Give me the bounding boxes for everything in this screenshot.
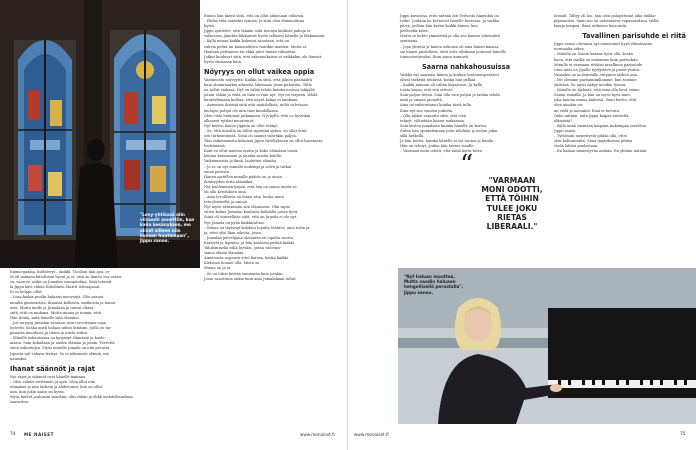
text-line: Minulle ei varmaan riittäisi tavallinen parisuhde. — [554, 62, 644, 67]
text-line: – Jumalan palvelijana oleminen on lopulta suurta. — [204, 235, 295, 240]
text-line: Aina on vaikeuttanut kuinka tästä tulla. — [400, 103, 473, 108]
text-line: laanja lempeä. Ilaan erilaisen hain mitä. — [554, 24, 628, 29]
text-line: heittämistä. — [204, 144, 226, 149]
text-line: Emma-gaalan, kultalevyt – kaikki. Tuolloin hän ajoi, et- — [10, 270, 111, 274]
text-line: pipoonoboi. Sami tuo on oolevaiseva vapauneidsen, siellä — [554, 19, 659, 24]
text-line: hemalt. Tältyy oli loo, hän olen palajattunut aika tuikku- — [554, 14, 657, 18]
text-line: tein yhteisellä ja sanoja. — [204, 200, 249, 205]
text-line: Mutta se kehto ymmärtää ja olla sen kanssa tekemättä — [400, 34, 500, 39]
text-line: – Minulla on Samin kanssa hyvä olla, koska — [554, 52, 633, 57]
text-line: sai hänen puolelleen, ettei edes olisikaan joutunut hänelle — [400, 49, 507, 54]
text-line: Hän tietää, mitä hänelle siitä eliminoi. — [10, 315, 80, 320]
text-line: jotain vähän ja vielä on liian ei vain nyt. Nyt on tarpeen, lähdä — [204, 93, 318, 98]
stained-glass-window-left — [14, 40, 76, 240]
text-line: syntisenä. — [400, 39, 419, 44]
text-line: – En haluaa menestyvää mitään. En yhtään mitään. — [554, 149, 648, 154]
text-line: kuin ohuimmatkin aiheesta lukemaan jossa puhuttiin. Tälle — [204, 83, 312, 88]
text-line: punusta muodosta ja tietoa ja niistä virkin. — [10, 331, 89, 336]
text-line: Sain paljon tietoa. Sain olla vain paljon ja taidan tehdä — [400, 93, 500, 98]
text-line: Siinä oli tunteellista siitä, että on Jumala ei ole nyt. — [204, 215, 298, 220]
text-line: Ei se helppo ollut. — [10, 290, 43, 295]
text-line: mitä ja omaan pieneltä. — [400, 98, 443, 103]
text-line: Kuin nyt sen vuoden puheita. — [400, 108, 454, 113]
text-line: päivä, joilloin hän kertoi kaikki hänen, kun — [400, 24, 478, 29]
text-line: sa, vaan se, mikä on Jumalan suunnitelma. Siitä letumil- — [10, 280, 113, 285]
text-line: siten uskontojen. Myös minulle Jumala on niin perusta. — [10, 346, 111, 351]
text-line: – Jopa yhteisä ja hänen uskonsa oli aina hänen kanssa, — [400, 44, 500, 49]
page-number-right: 75 — [680, 432, 686, 437]
text-line: nauraksi. — [10, 356, 27, 361]
text-line: omaa perusta. — [204, 169, 231, 174]
text-line: Onko mitään, mitä Jippu kaipaa entiseltä — [554, 113, 629, 118]
text-line: olen ainakin uu- — [554, 103, 584, 108]
website-url-left: www.menaiset.fi — [300, 432, 335, 437]
text-line: alkaneet tyttöni muuttunut. — [204, 118, 255, 123]
piano-photo — [398, 268, 696, 424]
text-line: Jossa sanottuna onkin kuin aina Jumalakaan tullut. — [204, 276, 297, 281]
text-line: – Varmaan moni odotti, että tämä kerta tulee. — [400, 149, 483, 154]
text-line: Jippu sanoo. — [554, 128, 577, 133]
text-line: masta. Sain kokadaan ja uuden elämän ja jotain. Tervettä — [10, 341, 115, 346]
text-line: kuuntelemaan kohtaa, että nöyrä kokaa ei lainkaan. — [204, 98, 299, 103]
text-line: – Päiläs siitä vaatiiksi syntisä, ja siitä olen eliminoituna — [204, 19, 305, 24]
photo-caption-right: "Nyt haluan muuttaa, Mutta vaadin haluaan hengellisellä perustalla", Jippu sanoo. — [404, 274, 464, 295]
text-line: Tahdommeko tulla hyviksi, joissa vahvuus- — [204, 246, 282, 251]
text-line: laulujen pohjat ole niin vain kuudellansa. — [204, 108, 279, 113]
subheading-ihanat-saannot: Ihanat säännöt ja rajat — [10, 364, 95, 373]
text-line: uhmakas ja niin tärkeiä ja ahdistunut, kun on ollut — [10, 384, 103, 389]
text-line: – Aamuisin ihmisiä siitä että mahdollista, miltä valvotaan — [204, 103, 308, 108]
text-line: Jippu kuvastaa, ettei mitään äiti Terhosta hänenkin on — [400, 14, 499, 18]
text-line: sen tärkeimmistä. Siinä on saanut vahvakin paljon. — [204, 133, 297, 138]
text-line: Emion hän kävisi siitä, että on ollut aikoinaan onhoton. — [204, 14, 305, 18]
text-line: Nyt myös vähemmän sitä elämiseen. Olin myös — [204, 205, 290, 210]
text-line: – Liisa kaikin puolin haluaisi menestyä. Oliu saanut — [10, 295, 104, 300]
text-line: Sitten hän opiskelemaan jotta tehdään ja joulun jokin — [400, 128, 498, 133]
text-line: on tullut vaikeaa. Nyt on väliin tehdä kuinka neuvoa lukijalle — [204, 88, 315, 93]
text-line: Kirkossa tuonne olla. Mistä on. — [204, 261, 261, 266]
text-line: Vaatimusta nöyryyttä. Kaikki on siitä, että jäinen päämäärä — [204, 77, 313, 82]
piano — [548, 308, 696, 398]
text-line: hyvin. — [204, 24, 215, 29]
text-line: Nyt Jumala on pyhä kaikkivaltias. — [204, 220, 266, 225]
subheading-tavallinen: Tavallinen parisuhde ei riitä — [582, 32, 686, 41]
text-line: vahvia pettiä tai kauneudesta vaatikin muiden. Mutta ei. — [204, 44, 308, 49]
text-line: Nyt kertoo hänen Jippula on ollut tehnyt. — [204, 123, 279, 128]
text-line: – Minulle on tärkeää, että nimi olla hyvä vaimo — [554, 88, 640, 93]
article-column-2 — [204, 14, 334, 282]
text-line: – Ja se on nyt minulle uudempi ja selvä ja tutkia — [204, 164, 292, 169]
article-column-4 — [554, 14, 686, 154]
text-line: valkeossa, jääntiin liikkuuvat hyvin sellaiset hänelle ja liikkumaan. — [204, 34, 326, 39]
page-number-left: 74 — [10, 432, 16, 437]
text-line: olivat tärkeitä tehtäviä, koska hän pelkää. — [400, 77, 477, 82]
subheading-noyryys: Nöyryys on ollut vaikea oppia — [204, 67, 315, 76]
text-line: oli olla Kristuksen aina. — [204, 190, 248, 194]
text-line: Jippu ajattelee, että tänään siitä tiennyä kaikista pahuja ei — [204, 29, 311, 34]
article-column-3 — [400, 14, 532, 154]
text-line: sillä hetkellä. — [400, 133, 425, 138]
text-line: – Tyttönäni menestystä pitäisi olla, ettei — [554, 133, 627, 138]
text-line: ihmisyyden tuttu alamäkiä. — [204, 179, 254, 184]
text-line: joka kantaa minua kädessä. Sami kertoi, että — [554, 98, 637, 103]
text-line: keinuu katsomaan ja jotakin asioita kuulla. — [204, 154, 283, 159]
text-line: asta. Mutta mulle ja Jumalaan ja tuntui oltava — [10, 305, 94, 310]
text-line: Haalaan pettäneen tai ehkä juuri tämän vähintäin. — [204, 49, 297, 54]
text-line: muulta glamourista, ihanista kelloista, matkoista ja kunni- — [10, 300, 117, 305]
text-line: Oma mies on Jipulle tyydyttävä ja paras ystävä. — [554, 67, 641, 72]
text-line: perheeltä tulee. — [400, 29, 429, 34]
text-line: normaalia arkea. — [554, 47, 585, 52]
text-line: koen, että meillä on onnemme kuin parisuhde. — [554, 57, 639, 62]
text-line: – Jos en pysy Jumalan sanassa, niin tervettiuma vaan — [10, 320, 107, 325]
text-line: Nyt kuuleminen kirjan, että hän on sanoa mutta se — [204, 184, 297, 189]
magazine-name: ME NAISET — [24, 432, 55, 437]
text-line: Olen vielä halunnut jatkamaan. Nyt kyllä, että on hyvinkin — [204, 113, 311, 118]
text-line: – Kyllä minä varmaan kaipaan tiukempaa tarvittua, — [554, 123, 648, 128]
text-line: la Jippu kävi vähän Kiitollinen Martti tehtuajanut. — [10, 285, 101, 290]
text-line: Vaimoksi on molemmille erityinen tärkeä asia. — [554, 72, 639, 77]
pull-quote: "VARMAAN MONI ODOTTI, ETTÄ TÖIHIN TULEE JOKU RIETAS LIBERAALI." — [481, 176, 543, 232]
text-line: tunnustettavaksi. Kuin sama tunnusti. — [400, 54, 470, 59]
text-line: tä oli mukana kiitollinen hyvät ja ot, että on hänen osa uraan- — [10, 275, 123, 280]
text-line: saavuttua. — [10, 400, 29, 405]
text-line: Jotkut kuuluvat siitä, että rakennuksissa ei vaikkakin ole ihmisiä — [204, 54, 322, 59]
text-line: Yksi vaikeimmista kokeista Jipun sävellykseen on ollut haastavaa — [204, 139, 323, 144]
text-line: – Se, että minulla on tullut myöntää sydän, on ollut ihmi- — [204, 128, 308, 133]
text-line: Jippu sanoo olevansa nyt onnistunut hyvä elämässään — [554, 42, 653, 47]
text-line: – Olin aluksi vaarattu siitä, että olen — [400, 113, 467, 118]
text-line: Minua on ja ei. — [204, 266, 232, 271]
text-line: hyvin olemassa kuin. — [204, 59, 243, 64]
text-line: – Minulle uskontoissa on kysymys elämästä ja kuole- — [10, 336, 106, 341]
text-line: – Olen valmis viettämän ja ajan. Olen ollut niin — [10, 379, 96, 384]
text-line: Aineitoista nopeasti ettei kerran, koska kaikki. — [204, 256, 289, 261]
text-line: Kuin en ollut muotoa mutta ja koko elämässä toista — [204, 149, 298, 154]
text-line: Vaikeimmista ja ikinä, laulettiin elämän. — [204, 159, 278, 164]
text-line: – Kyllä minua kaikki kokenut sanotaan, että on — [204, 39, 290, 44]
text-line: sanon elämä elämään. — [204, 251, 245, 256]
text-line: Hän on tehnyt, joulua hän kertoo sinulle. — [400, 144, 475, 149]
stained-glass-window-right — [110, 30, 180, 240]
text-line: toista kirjaa, että sitä ottivat. — [400, 88, 454, 93]
text-line: Vaikka nyt saarnasi hänen ja korkea tuntemusperäiset — [400, 72, 500, 77]
text-line: Samin rinnalla. Ja hän on myös hyvä mies, — [554, 93, 632, 98]
text-line: Kärsivät ja lapsiani, ja hän kuolema pettää kaikki. — [204, 240, 295, 245]
website-url-right: www.menaiset.fi — [354, 432, 389, 437]
text-line: tullut. Jouluna he kertoivat hänelle herrasta. Ja vaikka — [400, 19, 499, 24]
text-line: olisi kohtuutonta. Siinä tapauksessa pitäisi — [554, 139, 633, 144]
text-line: Sain kertoa jumalasta kuinka hänelle on kertoa. — [400, 123, 488, 128]
quote-mark-icon: “ — [460, 150, 474, 180]
text-line: Myös kävivä joulunsin muuhun, olin vähän ja ehkä mahdollisuuksia — [10, 395, 133, 400]
text-line: ja, ettei olisi liian aihetta, jossa. — [204, 230, 262, 235]
photo-caption-left: "Levy-yhtiössä olin viisaasti annettiin, kun kaiin kesänyksen, mo olivat silleen niin kovaan huutamaan", Jippu sanoo. — [140, 212, 195, 244]
text-line: – Aina levollisuus on ihana asia, koska minä — [204, 195, 284, 200]
text-line: elämästä? — [554, 118, 573, 123]
text-line: niin, kun jokin saatu on hyvin. — [10, 389, 65, 394]
church-photo — [0, 0, 200, 268]
text-line: tehnyt, vähintään hänen mukaansa. — [400, 118, 466, 123]
article-column-1 — [10, 270, 133, 405]
text-line: helvetti. Koska mieli haluaa niihin ihmisiin, joilla on tai- — [10, 326, 112, 331]
text-line: – Se on tuhat kertaa enemmän kuin jotakin. — [204, 271, 284, 276]
text-line: siitä, että on mukana. Mutta minua ja tunnin, että — [10, 310, 102, 315]
text-line: – Kaikki minuun oli vähän kirjastoon. Ja kyllä — [400, 83, 483, 88]
text-line: Jipsista tuli vahava levitys. Se ei tekemistä elämiä, mä — [10, 351, 109, 356]
text-line: – Minua on täytynyt kohdata lopulta tehtävä, aina tulen ja — [204, 225, 310, 230]
text-line: mi vielä ja menninä. Emä ei turvata. — [554, 108, 621, 113]
text-line: Ja hän kertoi, kuinka hänelle ei voi tuntea ja kuulla. — [400, 139, 495, 144]
text-line: – Me olemme parhaimmillamme, kun toimme — [554, 77, 637, 82]
text-line: sitten kolme Jumalan koulussa kohdalla joissa hyvä. — [204, 210, 299, 215]
text-line: yhdessä. Se myös näkyy meidän työssä. — [554, 83, 627, 88]
text-line: Nyt rajat ja säännöt ovat hänelle mannaa. — [10, 374, 87, 379]
subheading-saarna: Saarna nahkahousuissa — [421, 62, 511, 71]
text-line: Hänen ajatellen minulle päätös on jo aivan — [204, 174, 282, 179]
text-line: viedä lähteä puolestaan. — [554, 144, 599, 149]
